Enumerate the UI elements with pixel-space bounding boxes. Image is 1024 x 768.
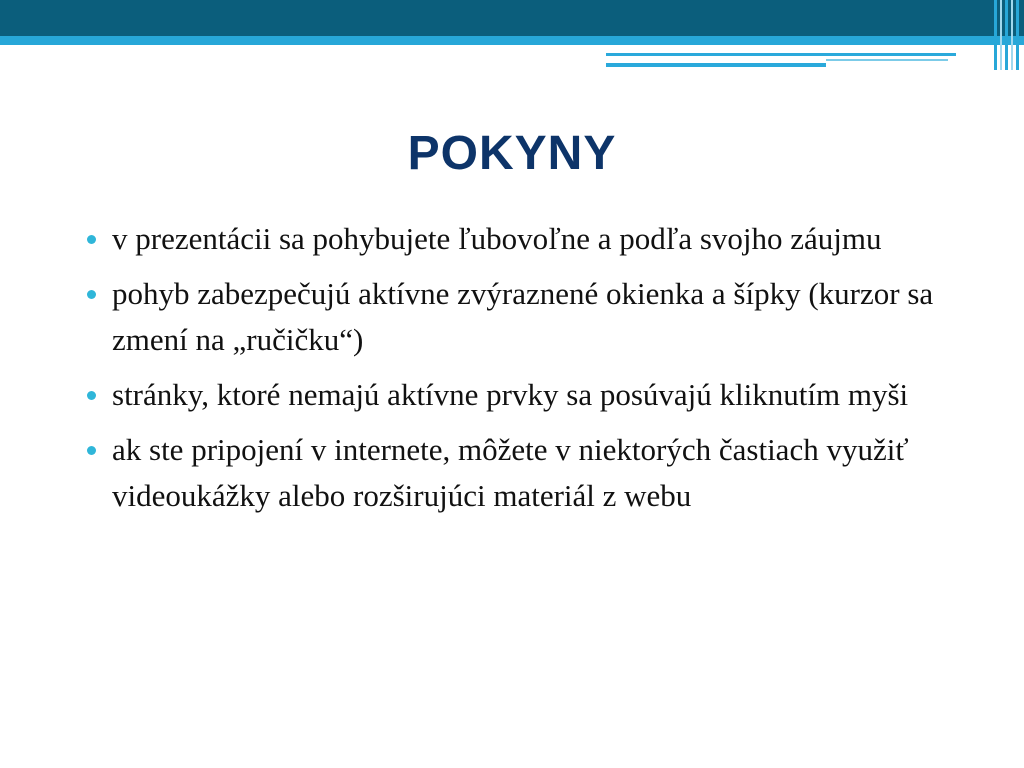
bullet-item (82, 427, 982, 519)
bullet-dot-icon (87, 391, 96, 400)
bullet-text: stránky, ktoré nemajú aktívne prvky sa posúvajú kliknutím myši (112, 377, 909, 412)
header-accent-bar (606, 53, 956, 56)
bullet-item (82, 271, 982, 363)
bullet-text: pohyb zabezpečujú aktívne zvýraznené okienka a šípky (kurzor sa zmení na „ručičku“) (112, 276, 934, 357)
bullet-dot-icon (87, 290, 96, 299)
bullet-dot-icon (87, 446, 96, 455)
bullet-item (82, 372, 982, 418)
slide-title: POKYNY (407, 127, 617, 180)
header-accent-bar (606, 63, 826, 67)
header-vertical-lines (990, 0, 1024, 70)
bullet-text: ak ste pripojení v internete, môžete v niektorých častiach využiť videoukážky alebo rozširujúci materiál z webu (112, 432, 909, 513)
header-accent-bar (826, 59, 948, 61)
bullet-text: v prezentácii sa pohybujete ľubovoľne a podľa svojho záujmu (112, 221, 882, 256)
header-accent-stripe (0, 36, 1024, 45)
bullet-item (82, 216, 982, 262)
bullet-list (82, 216, 982, 528)
header-band (0, 0, 1024, 36)
bullet-dot-icon (87, 235, 96, 244)
